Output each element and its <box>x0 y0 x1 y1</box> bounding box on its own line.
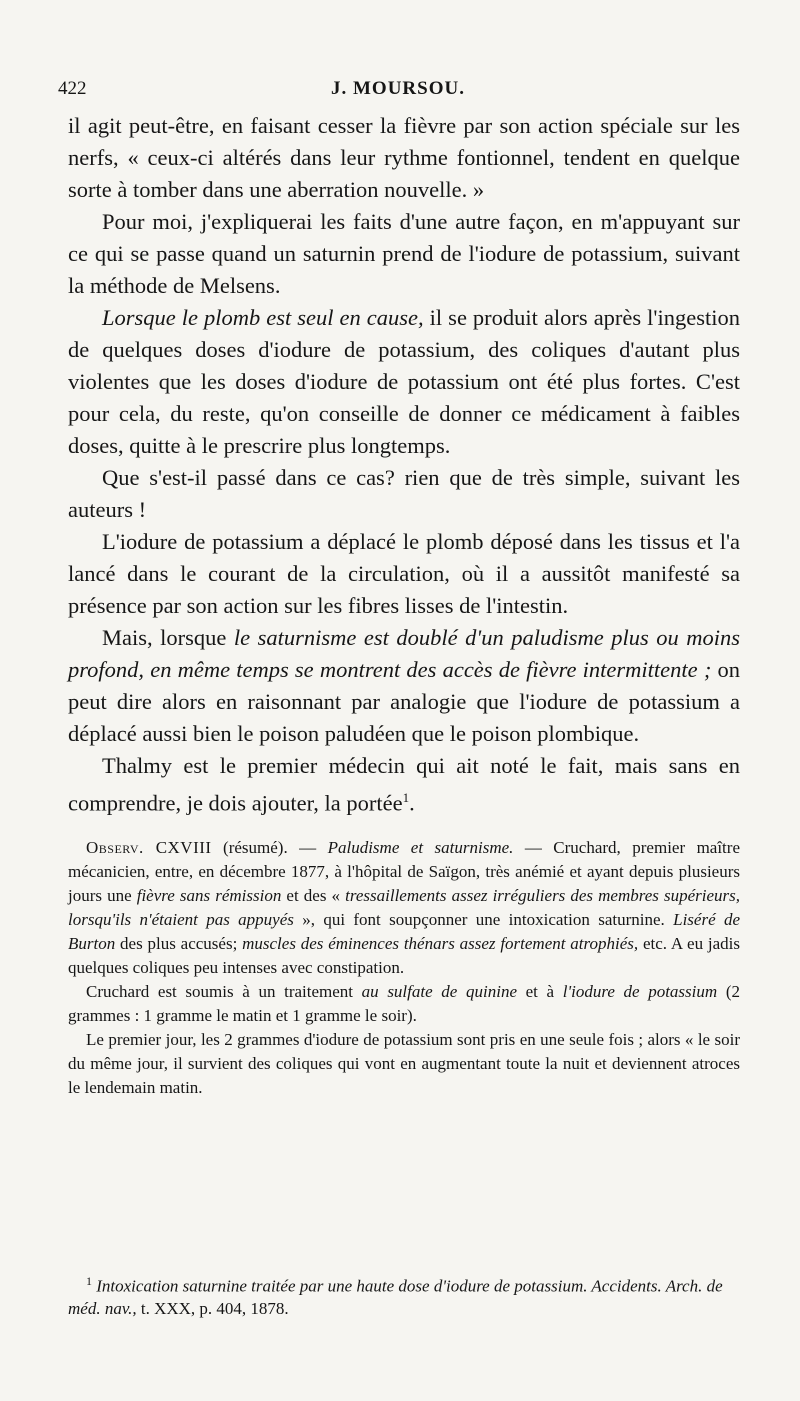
paragraph: Pour moi, j'expliquerai les faits d'une autre façon, en m'appuyant sur ce qui se passe quand un saturnin prend de l'iodure de potassium, suivant la méthode de Melsens. <box>68 209 740 298</box>
italic-text: Lorsque le plomb est seul en cause, <box>102 305 424 330</box>
italic-text: l'iodure de potassium <box>562 981 718 1001</box>
paragraph: L'iodure de potassium a déplacé le plomb déposé dans les tissus et l'a lancé dans le courant de la circulation, où il a aussitôt manifesté sa présence par son action sur les fibres lisses de l'intestin. <box>68 529 740 618</box>
italic-text: au sulfate de quinine <box>361 981 517 1001</box>
italic-text: Intoxication saturnine traitée par une haute dose d'iodure de potassium. Accidents. Arch. de méd. nav., <box>68 1276 723 1318</box>
text: (2 grammes : 1 gramme le matin et 1 gramme le soir). <box>68 981 740 1025</box>
observation-label: Observ. CXVIII <box>86 837 212 857</box>
page-number: 422 <box>58 78 87 99</box>
italic-text: tressaillements assez irréguliers des membres supérieurs, lorsqu'ils n'étaient pas appuyés <box>68 885 741 929</box>
observation-paragraph: Le premier jour, les 2 grammes d'iodure de potassium sont pris en une seule fois ; alors « le soir du même jour, il survient des coliques qui vont en augmentant toute la nuit et deviennent atroces le lendemain matin. <box>68 1029 740 1097</box>
text: on peut dire alors en raisonnant par analogie que l'iodure de potassium a déplacé aussi bien le poison paludéen que le poison plombique. <box>68 657 740 746</box>
running-head: J. MOURSOU. <box>331 78 465 99</box>
footnote-ref: 1 <box>402 790 410 805</box>
text: des plus accusés; <box>115 933 243 953</box>
paragraph: Que s'est-il passé dans ce cas? rien que de très simple, suivant les auteurs ! <box>68 465 740 522</box>
footnote <box>68 1270 740 1320</box>
text: etc. A eu jadis quelques coliques peu intenses avec constipation. <box>68 933 740 977</box>
observation-block <box>68 836 740 1100</box>
text: — Cruchard, premier maître mécanicien, entre, en décembre 1877, à l'hôpital de Saïgon, très anémié et ayant depuis plusieurs jours une <box>68 837 740 905</box>
text: », qui font soupçonner une intoxication saturnine. <box>293 909 674 929</box>
paragraph <box>68 750 740 820</box>
text: t. XXX, p. 404, 1878. <box>136 1298 289 1318</box>
page-header <box>58 78 738 106</box>
page-body <box>68 110 740 1100</box>
text: et à <box>516 981 563 1001</box>
text: il se produit alors après l'ingestion de quelques doses d'iodure de potassium, des coliques d'autant plus violentes que les doses d'iodure de potassium ont été plus fortes. C'est pour cela, du reste, qu'on conseille de donner ce médicament à faibles doses, quitte à le prescrire plus longtemps. <box>68 305 740 458</box>
main-text <box>68 110 740 820</box>
italic-text: muscles des éminences thénars assez fortement atrophiés, <box>242 933 639 953</box>
paragraph <box>68 622 740 750</box>
italic-text: fièvre sans rémission <box>136 885 282 905</box>
italic-text: le saturnisme est doublé d'un paludisme plus ou moins profond, en même temps se montrent des accès de fièvre intermittente ; <box>68 625 740 682</box>
italic-text: Liséré de Burton <box>68 909 741 953</box>
observation-paragraph <box>68 836 740 980</box>
footnote-text <box>68 1270 740 1320</box>
paragraph <box>68 302 740 462</box>
text: Thalmy est le premier médecin qui ait noté le fait, mais sans en comprendre, je dois ajouter, la portée <box>68 753 740 816</box>
text: . <box>409 790 415 816</box>
observation-paragraph <box>68 980 740 1028</box>
text: Mais, lorsque <box>102 625 234 650</box>
text: (résumé). — <box>211 837 328 857</box>
text: et des « <box>281 885 346 905</box>
observation-title: Paludisme et saturnisme. <box>327 837 514 857</box>
text: Cruchard est soumis à un traitement <box>86 981 362 1001</box>
footnote-marker: 1 <box>86 1274 92 1288</box>
paragraph: il agit peut-être, en faisant cesser la fièvre par son action spéciale sur les nerfs, « ceux-ci altérés dans leur rythme fontionnel, tendent en quelque sorte à tomber dans une aberration nouvelle. » <box>68 113 740 202</box>
